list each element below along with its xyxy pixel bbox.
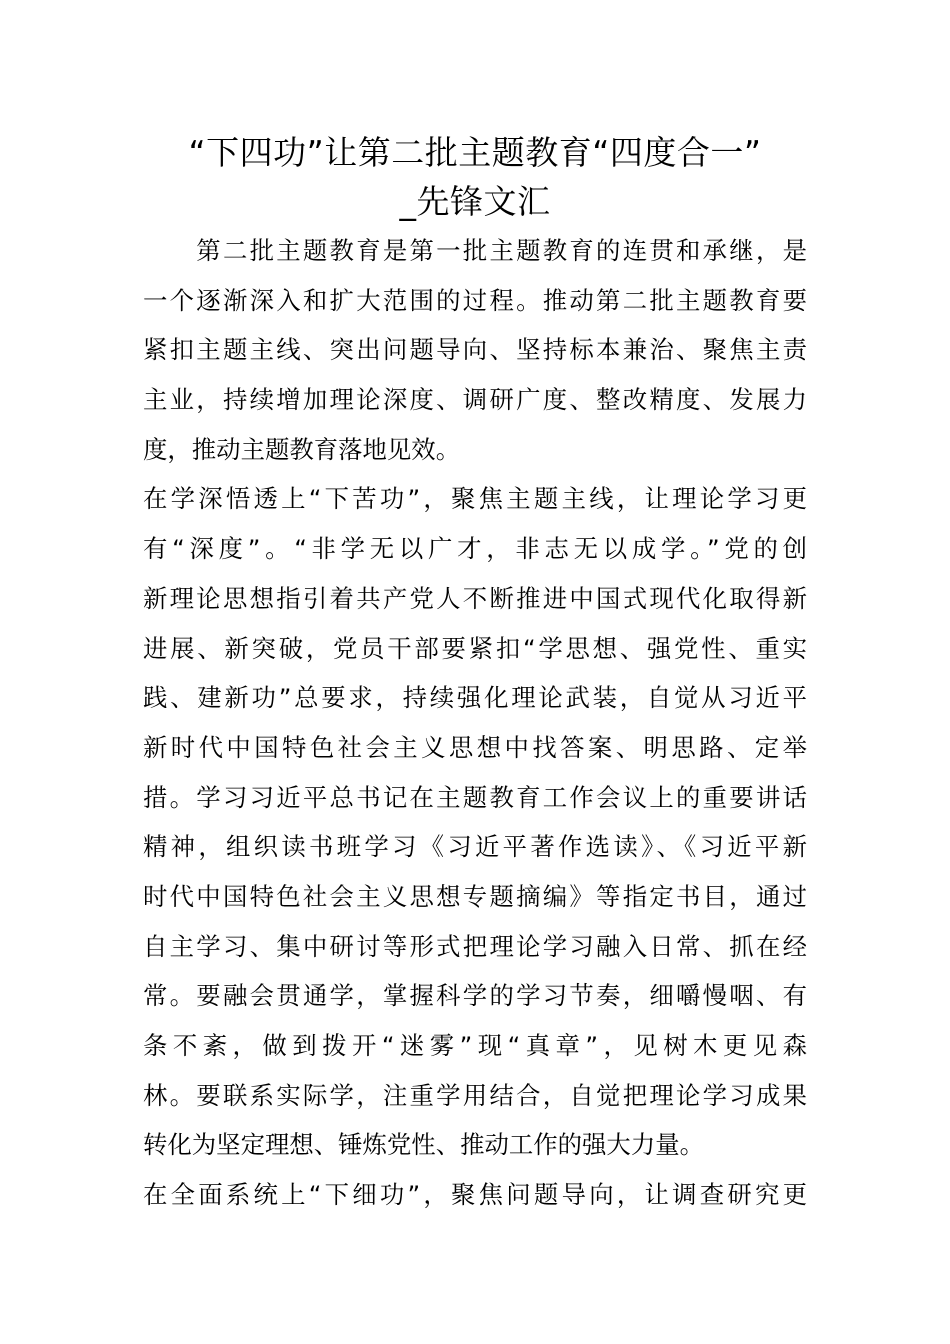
text-line: 主业，持续增加理论深度、调研广度、整改精度、发展力 (143, 385, 807, 415)
text-line: 进展、新突破，党员干部要紧扣“学思想、强党性、重实 (143, 633, 807, 663)
text-line: 践、建新功”总要求，持续强化理论武装，自觉从习近平 (143, 683, 807, 713)
paragraph-research (143, 1170, 807, 1220)
document-body (143, 226, 807, 1220)
title-line: “下四功”让第二批主题教育“四度合一” (188, 133, 762, 172)
text-line: 有“深度”。“非学无以广才，非志无以成学。”党的创 (143, 534, 807, 564)
text-line: 条不紊，做到拨开“迷雾”现“真章”，见树木更见森 (143, 1031, 807, 1060)
text-line: 新理论思想指引着共产党人不断推进中国式现代化取得新 (143, 583, 807, 613)
title-line: _先锋文汇 (399, 182, 551, 221)
text-line: 度，推动主题教育落地见效。 (143, 434, 461, 464)
text-line: 在全面系统上“下细功”，聚焦问题导向，让调查研究更 (143, 1180, 807, 1210)
text-line: 转化为坚定理想、锤炼党性、推动工作的强大力量。 (143, 1130, 704, 1160)
text-line: 紧扣主题主线、突出问题导向、坚持标本兼治、聚焦主责 (143, 335, 807, 365)
text-line: 一个逐渐深入和扩大范围的过程。推动第二批主题教育要 (143, 285, 807, 315)
text-line: 措。学习习近平总书记在主题教育工作会议上的重要讲话 (143, 782, 807, 812)
paragraph-intro (143, 226, 807, 474)
text-line: 在学深悟透上“下苦功”，聚焦主题主线，让理论学习更 (143, 484, 807, 514)
text-line: 第二批主题教育是第一批主题教育的连贯和承继，是 (143, 236, 807, 265)
text-line: 自主学习、集中研讨等形式把理论学习融入日常、抓在经 (143, 931, 807, 961)
text-line: 时代中国特色社会主义思想专题摘编》等指定书目，通过 (143, 881, 807, 911)
paragraph-theory-study (143, 474, 807, 1170)
document-title (143, 128, 807, 226)
text-line: 常。要融会贯通学，掌握科学的学习节奏，细嚼慢咽、有 (143, 981, 807, 1011)
text-line: 新时代中国特色社会主义思想中找答案、明思路、定举 (143, 732, 807, 762)
text-line: 精神，组织读书班学习《习近平著作选读》、《习近平新 (143, 832, 807, 862)
text-line: 林。要联系实际学，注重学用结合，自觉把理论学习成果 (143, 1080, 807, 1110)
